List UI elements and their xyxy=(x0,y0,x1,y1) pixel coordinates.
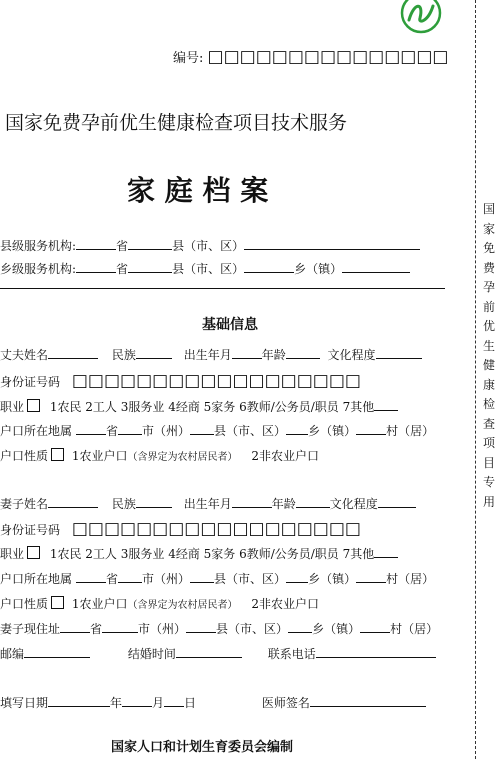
husband-hukou-type-2: 2非农业户口 xyxy=(251,449,319,463)
doctor-signature-field[interactable] xyxy=(310,694,426,707)
wife-hukou-city-label: 市（州） xyxy=(142,572,191,586)
husband-education-field[interactable] xyxy=(376,346,422,359)
serial-number xyxy=(173,47,448,67)
logo-icon xyxy=(400,0,442,34)
wife-address-village-label: 村（居） xyxy=(390,622,439,636)
wife-ethnicity-field[interactable] xyxy=(136,495,172,508)
husband-hukou-type-row xyxy=(0,447,319,464)
husband-hukou-village-field[interactable] xyxy=(356,422,386,435)
husband-name-field[interactable] xyxy=(48,346,98,359)
husband-id-row xyxy=(0,371,361,391)
wife-hukou-label: 户口所在地属 xyxy=(0,572,73,586)
husband-birth-field[interactable] xyxy=(232,346,262,359)
wife-address-town-label: 乡（镇） xyxy=(312,622,361,636)
county-org-label: 县级服务机构: xyxy=(0,239,77,253)
husband-job-row xyxy=(0,398,398,415)
husband-hukou-type-checkbox[interactable] xyxy=(51,448,64,461)
wife-birth-label: 出生年月 xyxy=(183,497,232,511)
wife-address-city-label: 市（州） xyxy=(138,622,187,636)
wife-hukou-type-checkbox[interactable] xyxy=(51,596,64,609)
county-org-county-label: 县（市、区） xyxy=(172,239,245,253)
page-title: 国家免费孕前优生健康检查项目技术服务 xyxy=(5,112,348,134)
county-org-province-field[interactable] xyxy=(76,237,116,250)
divider-line xyxy=(0,288,445,289)
compiler-footer: 国家人口和计划生育委员会编制 xyxy=(111,740,294,755)
husband-hukou-province-field[interactable] xyxy=(76,422,106,435)
postcode-label: 邮编 xyxy=(0,647,25,661)
wife-hukou-county-field[interactable] xyxy=(190,570,214,583)
township-org-town-label: 乡（镇） xyxy=(294,262,343,276)
husband-hukou-row xyxy=(0,422,434,439)
township-org-province-label: 省 xyxy=(116,262,129,276)
wife-education-field[interactable] xyxy=(378,495,416,508)
husband-ethnicity-label: 民族 xyxy=(111,348,136,362)
husband-hukou-province-label: 省 xyxy=(106,424,119,438)
township-org-county-label: 县（市、区） xyxy=(172,262,245,276)
wife-hukou-province-field[interactable] xyxy=(76,570,106,583)
serial-label: 编号: xyxy=(173,51,204,66)
wife-address-city-field[interactable] xyxy=(102,620,138,633)
wife-id-label: 身份证号码 xyxy=(0,523,61,537)
husband-id-label: 身份证号码 xyxy=(0,375,61,389)
wife-name-label: 妻子姓名 xyxy=(0,497,49,511)
wife-address-row xyxy=(0,620,438,637)
township-org-province-field[interactable] xyxy=(76,260,116,273)
fill-month-label: 月 xyxy=(152,696,165,710)
wife-job-label: 职业 xyxy=(0,547,25,561)
wife-age-field[interactable] xyxy=(296,495,330,508)
husband-job-label: 职业 xyxy=(0,400,25,414)
husband-hukou-label: 户口所在地属 xyxy=(0,424,73,438)
wife-address-county-label: 县（市、区） xyxy=(216,622,289,636)
fill-month-field[interactable] xyxy=(122,694,152,707)
wife-id-row xyxy=(0,519,361,539)
wife-hukou-city-field[interactable] xyxy=(118,570,142,583)
wife-hukou-row xyxy=(0,570,434,587)
husband-name-label: 丈夫姓名 xyxy=(0,348,49,362)
county-org-province-label: 省 xyxy=(116,239,129,253)
fill-date-row xyxy=(0,694,426,711)
phone-label: 联系电话 xyxy=(267,647,316,661)
county-org-county-field[interactable] xyxy=(128,237,172,250)
wife-hukou-town-label: 乡（镇） xyxy=(308,572,357,586)
serial-boxes[interactable]: □□□□□□□□□□□□□□□ xyxy=(207,47,449,67)
wife-hukou-type-1: 1农业户口 xyxy=(71,597,128,611)
husband-ethnicity-field[interactable] xyxy=(136,346,172,359)
side-vertical-text: 国家免费孕前优生健康检查项目专用 xyxy=(482,202,495,509)
husband-hukou-city-label: 市（州） xyxy=(142,424,191,438)
wife-job-options: 1农民 2工人 3服务业 4经商 5家务 6教师/公务员/职员 7其他 xyxy=(49,547,375,561)
husband-job-other-field[interactable] xyxy=(374,398,398,411)
wife-id-boxes[interactable]: □□□□□□□□□□□□□□□□□□ xyxy=(71,519,361,539)
postcode-field[interactable] xyxy=(24,645,90,658)
wife-hukou-county-label: 县（市、区） xyxy=(214,572,287,586)
wife-hukou-type-2: 2非农业户口 xyxy=(251,597,319,611)
county-org-name-field[interactable] xyxy=(244,237,420,250)
doctor-signature-label: 医师签名 xyxy=(261,696,310,710)
marriage-date-label: 结婚时间 xyxy=(127,647,176,661)
husband-hukou-type-note: （含界定为农村居民者） xyxy=(127,452,238,463)
wife-hukou-type-row xyxy=(0,595,319,612)
wife-address-county-field[interactable] xyxy=(186,620,216,633)
wife-name-field[interactable] xyxy=(48,495,98,508)
township-org-town-field[interactable] xyxy=(244,260,294,273)
county-org-row xyxy=(0,237,420,254)
page-subtitle: 家 庭 档 案 xyxy=(127,174,269,207)
wife-job-row xyxy=(0,545,398,562)
contact-row xyxy=(0,645,436,662)
township-org-name-field[interactable] xyxy=(342,260,410,273)
wife-hukou-village-field[interactable] xyxy=(356,570,386,583)
wife-hukou-province-label: 省 xyxy=(106,572,119,586)
husband-hukou-county-label: 县（市、区） xyxy=(214,424,287,438)
husband-hukou-type-label: 户口性质 xyxy=(0,449,49,463)
husband-hukou-county-field[interactable] xyxy=(190,422,214,435)
husband-job-checkbox[interactable] xyxy=(27,399,40,412)
husband-job-options: 1农民 2工人 3服务业 4经商 5家务 6教师/公务员/职员 7其他 xyxy=(49,400,375,414)
section-title: 基础信息 xyxy=(202,317,258,333)
wife-job-checkbox[interactable] xyxy=(27,546,40,559)
wife-basic-row xyxy=(0,495,416,512)
wife-ethnicity-label: 民族 xyxy=(111,497,136,511)
wife-age-label: 年龄 xyxy=(271,497,296,511)
husband-birth-label: 出生年月 xyxy=(183,348,232,362)
wife-address-label: 妻子现住址 xyxy=(0,622,61,636)
wife-address-province-label: 省 xyxy=(90,622,103,636)
marriage-date-field[interactable] xyxy=(176,645,242,658)
wife-birth-field[interactable] xyxy=(232,495,272,508)
wife-job-other-field[interactable] xyxy=(374,545,398,558)
wife-address-province-field[interactable] xyxy=(60,620,90,633)
husband-hukou-town-field[interactable] xyxy=(286,422,308,435)
wife-hukou-type-label: 户口性质 xyxy=(0,597,49,611)
husband-hukou-type-1: 1农业户口 xyxy=(71,449,128,463)
fill-date-label: 填写日期 xyxy=(0,696,49,710)
wife-address-town-field[interactable] xyxy=(288,620,312,633)
husband-hukou-village-label: 村（居） xyxy=(386,424,435,438)
perforation-line xyxy=(475,0,476,759)
husband-age-label: 年龄 xyxy=(261,348,286,362)
husband-education-label: 文化程度 xyxy=(327,348,376,362)
fill-year-label: 年 xyxy=(110,696,123,710)
fill-day-field[interactable] xyxy=(164,694,184,707)
husband-age-field[interactable] xyxy=(286,346,320,359)
township-org-county-field[interactable] xyxy=(128,260,172,273)
township-org-label: 乡级服务机构: xyxy=(0,262,77,276)
wife-hukou-town-field[interactable] xyxy=(286,570,308,583)
husband-hukou-city-field[interactable] xyxy=(118,422,142,435)
husband-id-boxes[interactable]: □□□□□□□□□□□□□□□□□□ xyxy=(71,371,361,391)
husband-hukou-town-label: 乡（镇） xyxy=(308,424,357,438)
wife-address-village-field[interactable] xyxy=(360,620,390,633)
fill-day-label: 日 xyxy=(184,696,197,710)
township-org-row xyxy=(0,260,410,277)
wife-hukou-type-note: （含界定为农村居民者） xyxy=(127,600,238,611)
husband-basic-row xyxy=(0,346,422,363)
wife-education-label: 文化程度 xyxy=(329,497,378,511)
logo xyxy=(400,0,442,38)
wife-hukou-village-label: 村（居） xyxy=(386,572,435,586)
phone-field[interactable] xyxy=(316,645,436,658)
fill-year-field[interactable] xyxy=(48,694,110,707)
